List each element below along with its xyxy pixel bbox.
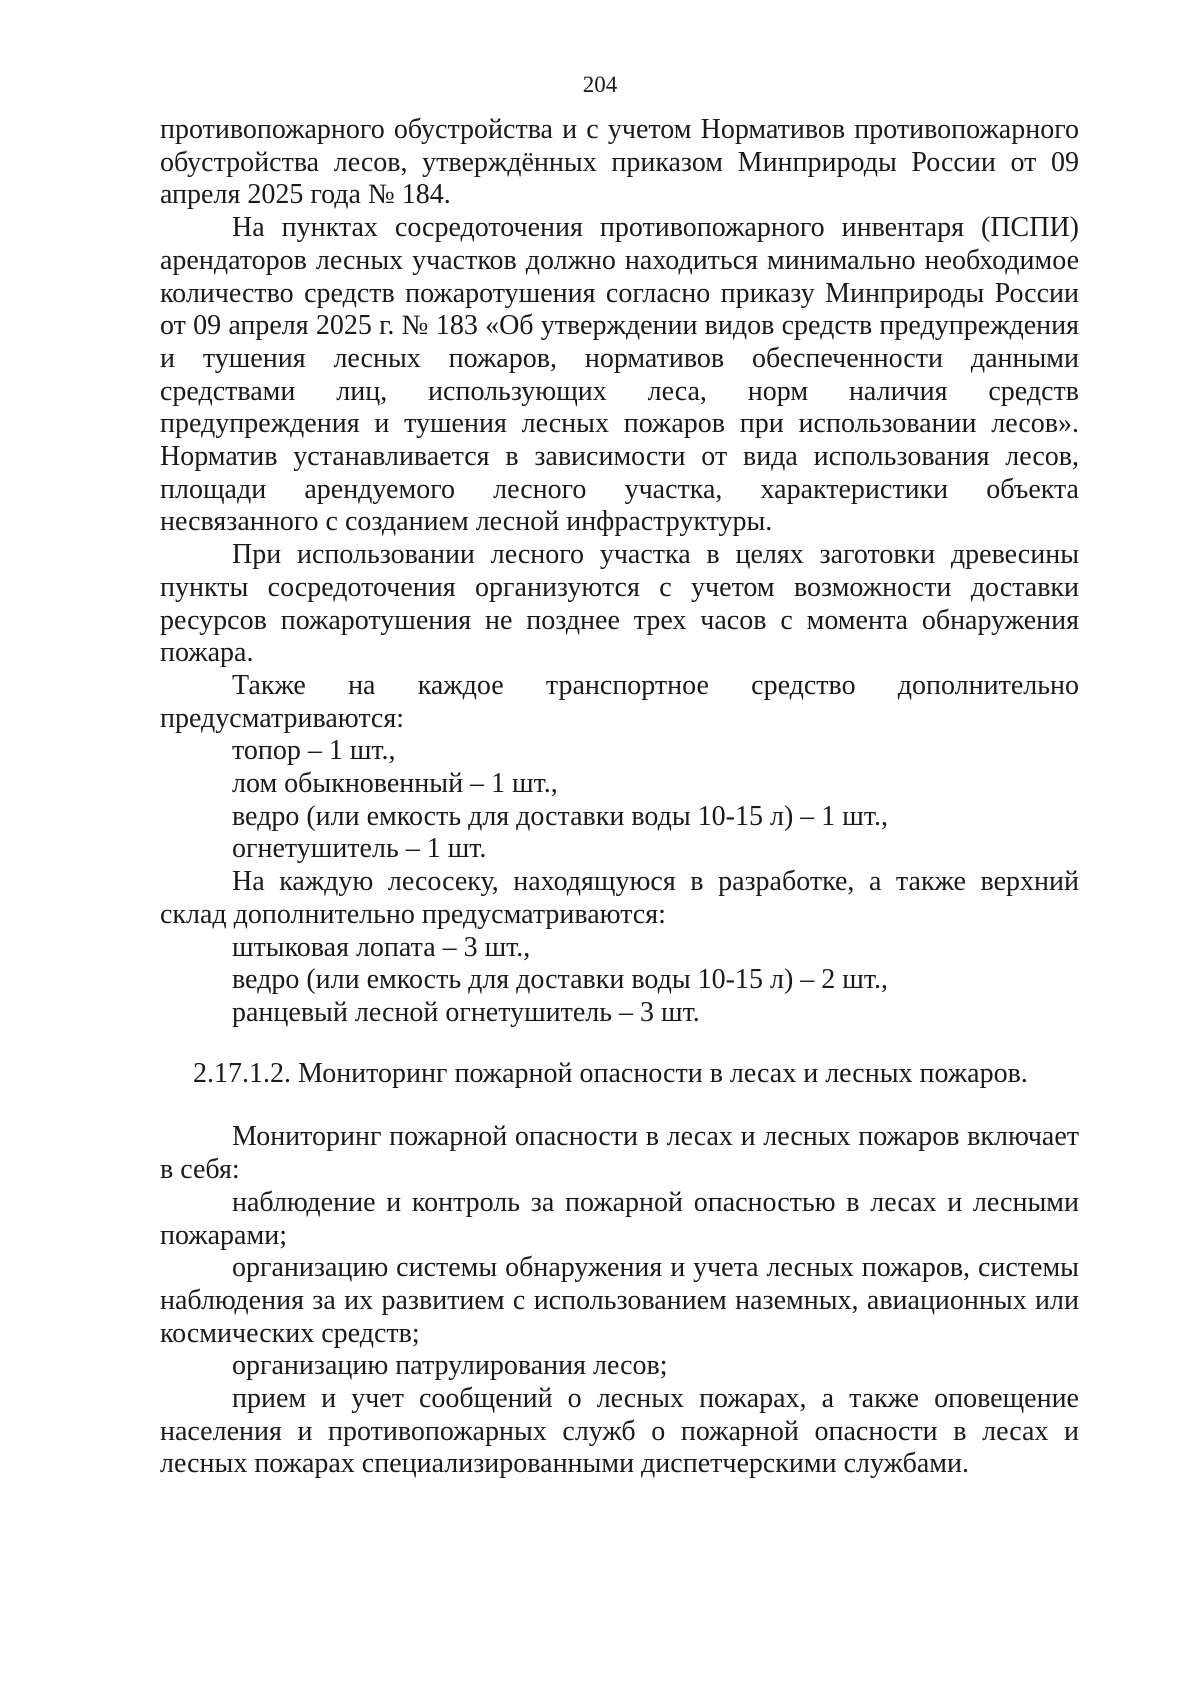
cutting-items-list <box>160 932 1079 1030</box>
paragraph-intro: противопожарного обустройства и с учетом Нормативов противопожарного обустройства лесов, утверждённых приказом Минприроды России от 09 апреля 2025 года № 184. <box>160 114 1079 211</box>
list-item: ранцевый лесной огнетушитель – 3 шт. <box>232 996 700 1028</box>
paragraph-patrol: организацию патрулирования лесов; <box>232 1350 668 1382</box>
list-item: топор – 1 шт., <box>232 735 396 767</box>
document-body <box>160 114 1079 1481</box>
list-item: штыковая лопата – 3 шт., <box>232 931 531 963</box>
paragraph-logging: При использовании лесного участка в целях заготовки древесины пункты сосредоточения организуются с учетом возможности доставки ресурсов пожаротушения не позднее трех часов с момента обнаружения пожара. <box>160 539 1079 669</box>
vehicle-items-list <box>160 735 1079 866</box>
list-item: ведро (или емкость для доставки воды 10-15 л) – 1 шт., <box>232 800 888 832</box>
list-item: огнетушитель – 1 шт. <box>232 833 487 865</box>
list-item: ведро (или емкость для доставки воды 10-15 л) – 2 шт., <box>232 964 888 996</box>
paragraph-reports: прием и учет сообщений о лесных пожарах, а также оповещение населения и противопожарных служб о пожарной опасности в лесах и лесных пожарах специализированными диспетчерскими службами. <box>160 1383 1079 1480</box>
page-number: 204 <box>582 72 618 97</box>
paragraph-vehicle: Также на каждое транспортное средство дополнительно предусматриваются: <box>160 669 1079 734</box>
paragraph-monitoring-intro: Мониторинг пожарной опасности в лесах и лесных пожаров включает в себя: <box>160 1121 1079 1186</box>
paragraph-detection: организацию системы обнаружения и учета лесных пожаров, системы наблюдения за их развитием с использованием наземных, авиационных или космических средств; <box>160 1252 1079 1349</box>
paragraph-pspi: На пунктах сосредоточения противопожарного инвентаря (ПСПИ) арендаторов лесных участков должно находиться минимально необходимое количество средств пожаротушения согласно приказу Минприроды России от 09 апреля 2025 г. № 183 «Об утверждении видов средств предупреждения и тушения лесных пожаров, нормативов обеспеченности данными средствами лиц, использующих леса, норм наличия средств предупреждения и тушения лесных пожаров при использовании лесов». Норматив устанавливается в зависимости от вида использования лесов, площади арендуемого лесного участка, характеристики объекта несвязанного с созданием лесной инфраструктуры. <box>160 212 1079 538</box>
list-item: лом обыкновенный – 1 шт., <box>232 768 558 800</box>
paragraph-observation: наблюдение и контроль за пожарной опасностью в лесах и лесными пожарами; <box>160 1186 1079 1251</box>
section-heading: 2.17.1.2. Мониторинг пожарной опасности в лесах и лесных пожаров. <box>193 1057 1028 1089</box>
paragraph-cutting-area: На каждую лесосеку, находящуюся в разработке, а также верхний склад дополнительно предусматриваются: <box>160 866 1079 930</box>
